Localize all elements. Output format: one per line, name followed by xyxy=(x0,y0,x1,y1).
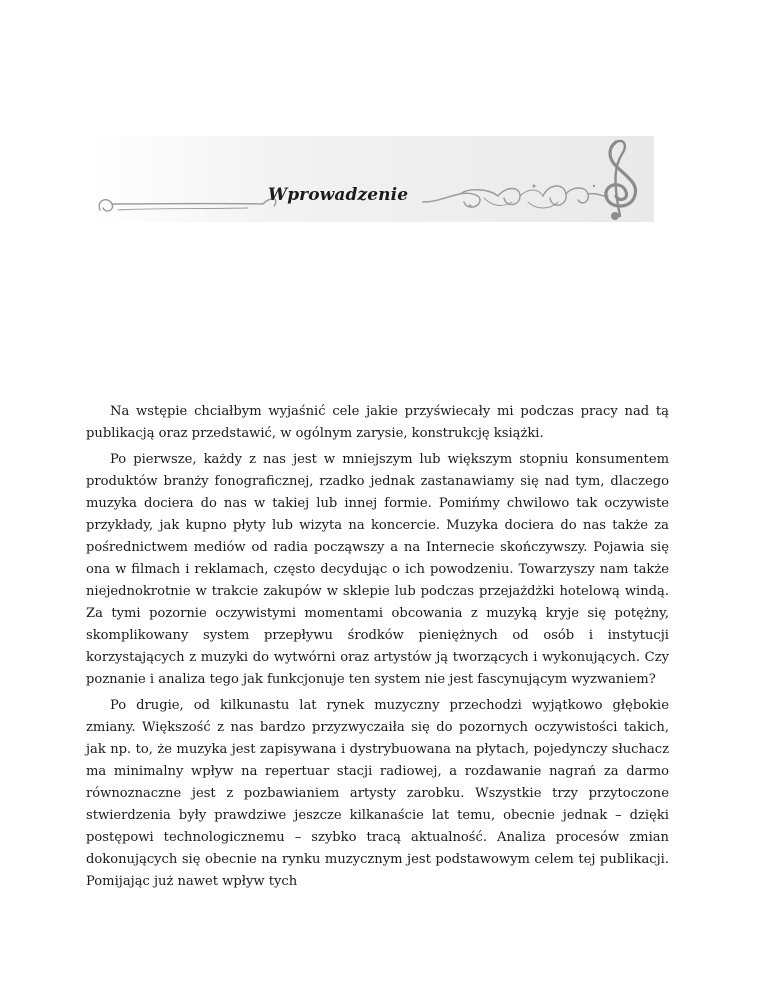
music-ornament-icon xyxy=(88,136,654,222)
paragraph-first: Po pierwsze, każdy z nas jest w mniejszym lub większym stopniu konsumentem produktów branży fonograficznej, rzadko jednak zastanawiamy się nad tym, dlaczego muzyka dociera do nas w takiej lub innej formie. Pomińmy chwilowo tak oczywiste przykłady, jak kupno płyty lub wizyta na koncercie. Muzyka dociera do nas także za pośrednictwem mediów od radia począwszy a na Internecie skończywszy. Pojawia się ona w filmach i reklamach, często decydując o ich powodzeniu. Towarzyszy nam także niejednokrotnie w trakcie zakupów w sklepie lub podczas przejażdżki hotelową windą. Za tymi pozornie oczywistymi momentami obcowania z muzyką kryje się potężny, skomplikowany system przepływu środków pieniężnych od osób i instytucji korzystających z muzyki do wytwórni oraz artystów ją tworzących i wykonujących. Czy poznanie i analiza tego jak funkcjonuje ten system nie jest fascynującym wyzwaniem? xyxy=(86,452,669,687)
chapter-title: Wprowadzenie xyxy=(268,185,409,205)
paragraph-intro: Na wstępie chciałbym wyjaśnić cele jakie przyświecały mi podczas pracy nad tą publikacją oraz przedstawić, w ogólnym zarysie, konstrukcję książki. xyxy=(86,404,669,441)
paragraph-second: Po drugie, od kilkunastu lat rynek muzyczny przechodzi wyjątkowo głębokie zmiany. Większość z nas bardzo przyzwyczaiła się do pozornych oczywistości takich, jak np. to, że muzyka jest zapisywana i dystrybuowana na płytach, pojedynczy słuchacz ma minimalny wpływ na repertuar stacji radiowej, a rozdawanie nagrań za darmo równoznaczne jest z pozbawianiem artysty zarobku. Wszystkie trzy przytoczone stwierdzenia były prawdziwe jeszcze kilkanaście lat temu, obecnie jednak – dzięki postępowi technologicznemu – szybko tracą aktualność. Analiza procesów zmian dokonujących się obecnie na rynku muzycznym jest podstawowym celem tej publikacji. Pomijając już nawet wpływ tych xyxy=(86,698,669,889)
body-text xyxy=(86,401,669,897)
chapter-banner xyxy=(88,136,654,222)
